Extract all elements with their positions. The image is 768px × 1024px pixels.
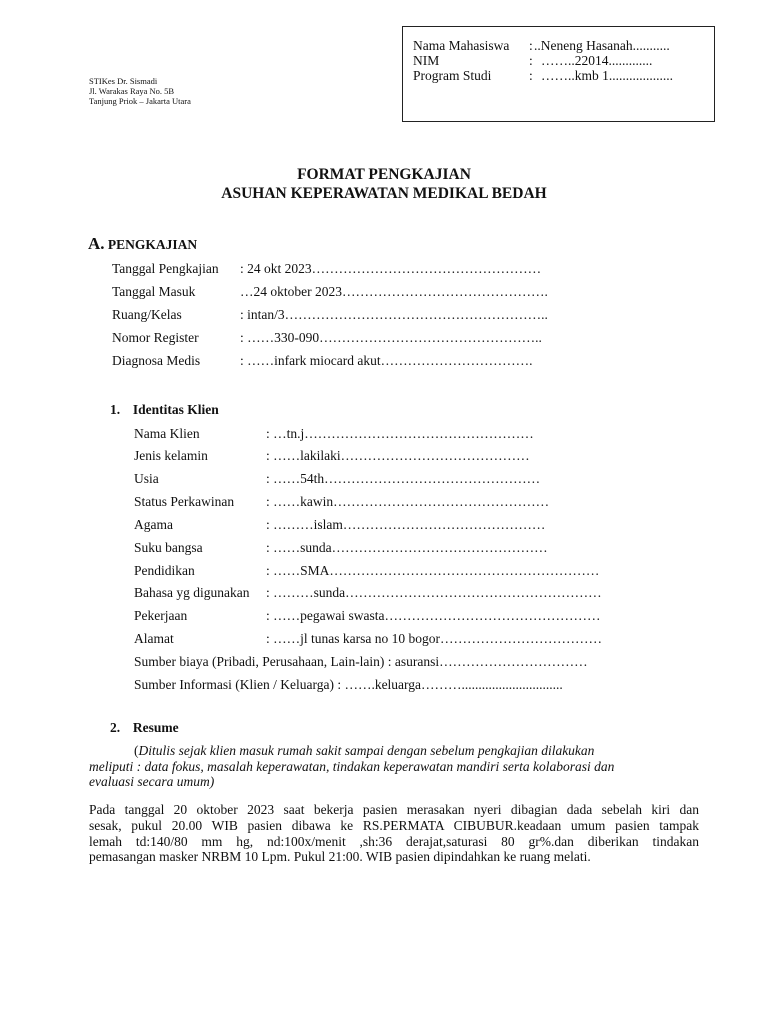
institution-address-line1: Jl. Warakas Raya No. 5B [89, 86, 175, 96]
field-label: Status Perkawinan [134, 494, 235, 509]
field-label: Tanggal Pengkajian [112, 261, 219, 276]
field-value: : ……330-090………………………………………….. [240, 330, 542, 345]
identitas-number: 1. [110, 402, 121, 417]
institution-address-line2: Tanjung Priok – Jakarta Utara [89, 96, 191, 106]
identitas-heading [110, 402, 219, 418]
student-program-value: ……..kmb 1................... [541, 68, 674, 83]
field-label: Suku bangsa [134, 540, 203, 555]
form-title-line2: ASUHAN KEPERAWATAN MEDIKAL BEDAH [221, 185, 547, 202]
instruction-text [134, 743, 594, 758]
field-value: : ……pegawai swasta………………………………………… [266, 608, 601, 623]
resume-number: 2. [110, 720, 121, 735]
identitas-title: Identitas Klien [132, 402, 219, 417]
field-label: Nomor Register [112, 330, 199, 345]
open-paren: ( [134, 743, 139, 758]
student-nim-sep: : [529, 53, 533, 68]
field-label: Alamat [134, 631, 174, 646]
resume-body-line4: pemasangan masker NRBM 10 Lpm. Pukul 21:00. WIB pasien dipindahkan ke ruang melati. [89, 849, 591, 864]
student-program-label: Program Studi [413, 68, 492, 83]
resume-title: Resume [132, 720, 179, 735]
resume-instruction-line1 [134, 743, 594, 759]
resume-body-line3: lemah td:140/80 mm hg, nd:100x/menit ,sh:36 derajat,saturasi 80 gr%.dan diberikan tindakan [89, 834, 699, 849]
student-program-sep: : [529, 68, 533, 83]
section-a-heading [88, 234, 197, 254]
student-name-sep: : [529, 38, 533, 53]
field-value: : …tn.j…………………………………………… [266, 426, 534, 441]
institution-name: STIKes Dr. Sismadi [89, 76, 158, 86]
field-label: Ruang/Kelas [112, 307, 182, 322]
field-label: Diagnosa Medis [112, 353, 201, 368]
field-label: Jenis kelamin [134, 448, 208, 463]
student-name-label: Nama Mahasiswa [413, 38, 510, 53]
field-value: : ………islam……………………………………… [266, 517, 546, 532]
student-nim-label: NIM [413, 53, 440, 68]
field-value: : 24 okt 2023…………………………………………… [240, 261, 542, 276]
form-title-line1: FORMAT PENGKAJIAN [297, 166, 471, 183]
field-label: Agama [134, 517, 173, 532]
field-value: : ……54th………………………………………… [266, 471, 541, 486]
field-text: Sumber biaya (Pribadi, Perusahaan, Lain-lain) : asuransi…………………………… [134, 654, 588, 669]
field-value: …24 oktober 2023………………………………………. [240, 284, 548, 299]
field-label: Bahasa yg digunakan [134, 585, 250, 600]
resume-instruction-line2: meliputi : data fokus, masalah keperawatan, tindakan keperawatan mandiri serta kolaborasi dan [89, 759, 615, 774]
field-label: Tanggal Masuk [112, 284, 196, 299]
field-value: : ……sunda………………………………………… [266, 540, 548, 555]
field-label: Pekerjaan [134, 608, 188, 623]
student-nim-value: ……..22014............. [541, 53, 653, 68]
field-label: Pendidikan [134, 563, 195, 578]
resume-body-line2: sesak, pukul 20.00 WIB pasien dibawa ke RS.PERMATA CIBUBUR.keadaan umum pasien tampak [89, 818, 699, 833]
resume-instruction-line3: evaluasi secara umum) [89, 774, 215, 789]
field-value: : ……kawin………………………………………… [266, 494, 550, 509]
section-a-letter: A. [88, 234, 105, 253]
field-value: : ……jl tunas karsa no 10 bogor……………………………… [266, 631, 602, 646]
student-info-box [402, 26, 715, 122]
resume-body-line1: Pada tanggal 20 oktober 2023 saat bekerja pasien merasakan nyeri dibagian dada sebelah kiri dan [89, 802, 699, 817]
field-value: : ………sunda………………………………………………… [266, 585, 602, 600]
field-label: Usia [134, 471, 159, 486]
field-value: : ……SMA…………………………………………………… [266, 563, 600, 578]
field-label: Nama Klien [134, 426, 200, 441]
resume-heading [110, 720, 179, 736]
student-name-value: ..Neneng Hasanah........... [534, 38, 670, 53]
field-value: : intan/3………………………………………………….. [240, 307, 548, 322]
field-value: : ……lakilaki…………………………………… [266, 448, 530, 463]
section-a-title: PENGKAJIAN [107, 237, 198, 252]
field-value: : ……infark miocard akut……………………………. [240, 353, 533, 368]
instruction-body: Ditulis sejak klien masuk rumah sakit sampai dengan sebelum pengkajian dilakukan [138, 743, 595, 758]
field-text: Sumber Informasi (Klien / Keluarga) : …….keluarga……….............................. [134, 677, 563, 692]
